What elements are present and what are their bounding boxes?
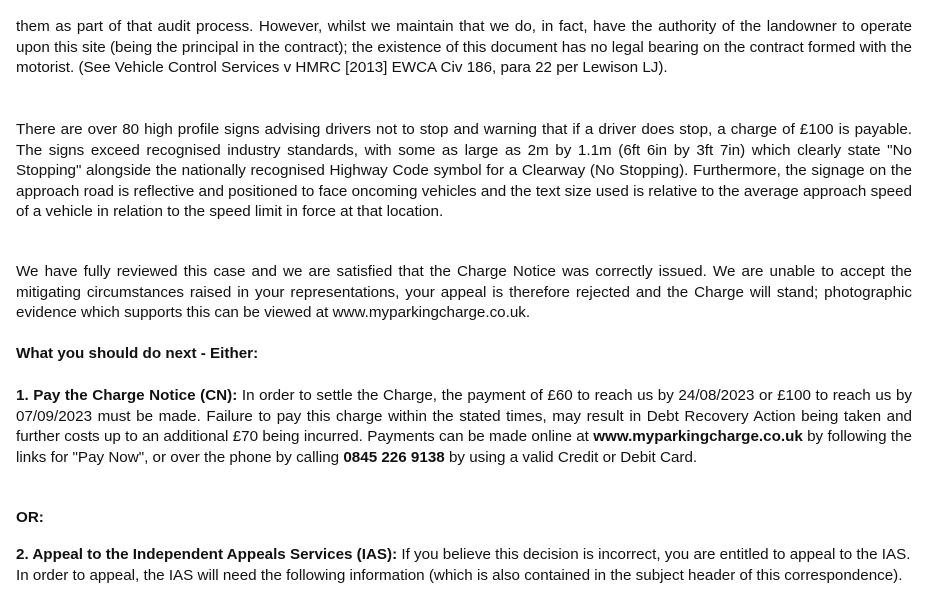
pay-option-paragraph (16, 386, 912, 468)
signage-paragraph: There are over 80 high profile signs advising drivers not to stop and warning that if a driver does stop, a charge of £100 is payable. The signs exceed recognised industry standards, with some as large as 2m by 1.1m (6ft 6in by 3ft 7in) which clearly state "No Stopping" alongside the nationally recognised Highway Code symbol for a Clearway (No Stopping). Furthermore, the signage on the approach road is reflective and positioned to face oncoming vehicles and the text size used is relative to the average approach speed of a vehicle in relation to the speed limit in force at that location. (16, 121, 912, 221)
pay-option-text-c: by using a valid Credit or Debit Card. (444, 448, 698, 466)
next-steps-heading: What you should do next - Either: (16, 345, 259, 362)
appeal-option-text: If you believe this decision is incorrect, you are entitled to appeal to the IAS. In order to appeal, the IAS will need the following information (which is also contained in the subject header of this correspondence). (16, 546, 911, 584)
pay-option-text-b: by following the links for "Pay Now", or over the phone by calling (16, 428, 912, 466)
website-link[interactable]: www.myparkingcharge.co.uk (593, 428, 803, 446)
appeal-option-heading: 2. Appeal to the Independent Appeals Services (IAS): (16, 546, 398, 563)
appeal-rejected-paragraph: We have fully reviewed this case and we are satisfied that the Charge Notice was correctly issued. We are unable to accept the mitigating circumstances raised in your representations, your appeal is therefore rejected and the Charge will stand; photographic evidence which supports this can be viewed at www.myparkingcharge.co.uk. (16, 263, 912, 322)
pay-option-text-a: In order to settle the Charge, the payment of £60 to reach us by 24/08/2023 or £100 to reach us by 07/09/2023 must be made. Failure to pay this charge within the stated times, may result in Debt Recovery Action being taken and further costs up to an additional £70 being incurred. Payments can be made online at (16, 387, 912, 446)
pay-option-heading: 1. Pay the Charge Notice (CN): (16, 387, 238, 404)
or-label: OR: (16, 509, 44, 526)
appeal-option-paragraph (16, 545, 912, 586)
phone-number: 0845 226 9138 (343, 448, 445, 466)
audit-process-paragraph: them as part of that audit process. However, whilst we maintain that we do, in fact, have the authority of the landowner to operate upon this site (being the principal in the contract); the existence of this document has no legal bearing on the contract formed with the motorist. (See Vehicle Control Services v HMRC [2013] EWCA Civ 186, para 22 per Lewison LJ). (16, 18, 912, 77)
